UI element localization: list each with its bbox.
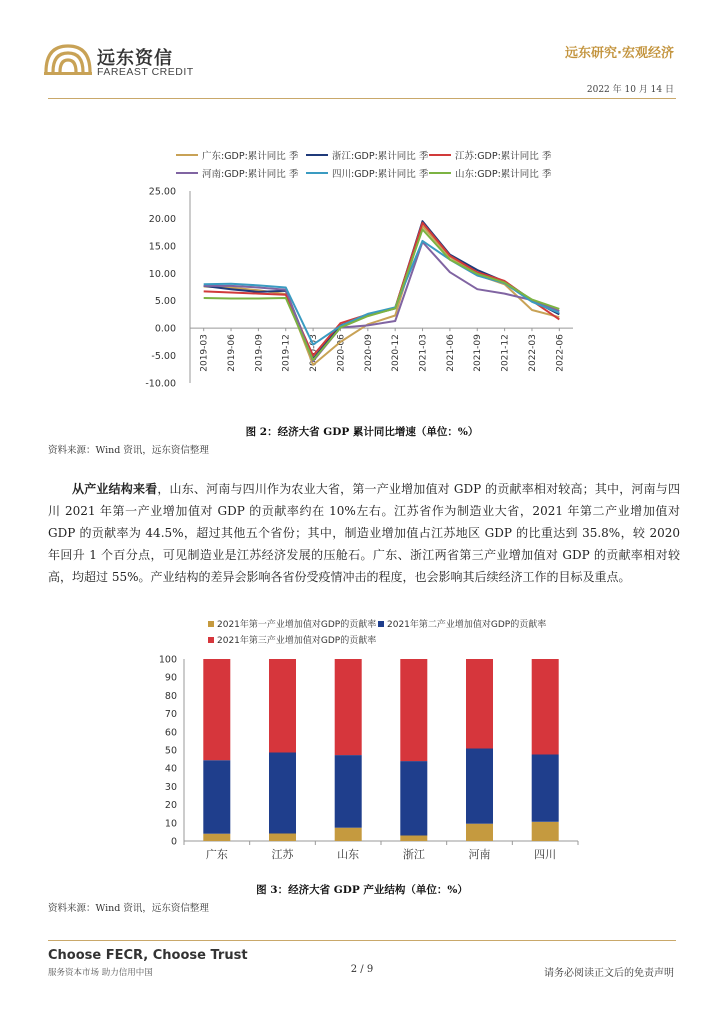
paragraph-lead: 从产业结构来看: [72, 482, 158, 496]
x-tick-label: 2020-09: [363, 334, 374, 372]
bar-2-4: [466, 659, 493, 749]
x-category-label: 河南: [468, 848, 491, 861]
y-tick-label: 50: [164, 745, 177, 757]
x-category-label: 浙江: [402, 848, 425, 861]
x-tick-label: 2020-12: [391, 334, 402, 372]
figure3-source: 资料来源：Wind 资讯，远东资信整理: [48, 903, 209, 914]
legend-item-guangdong: 广东:GDP:累计同比 季: [176, 148, 298, 162]
bar-1-2: [335, 755, 362, 828]
y-tick-label: 70: [164, 709, 177, 721]
y-tick-label: -10.00: [145, 378, 176, 390]
paragraph-body: ，山东、河南与四川作为农业大省，第一产业增加值对 GDP 的贡献率相对较高；其中，河南与四川 2021 年第一产业增加值对 GDP 的贡献率约在 10%左右。江苏省作为制造业大省，2021 年第二产业增加值对 GDP 的贡献率为 44.5%，超过其他五个省份；其中，制造业增加值占江苏地区 GDP 的比重达到 35.8%，较 2020 年回升 1 个百分点，可见制造业是江苏经济发展的压舱石。广东、浙江两省第三产业增加值对 GDP 的贡献率相对较高，均超过 55%。产业结构的差异会影响各省份受疫情冲击的程度，也会影响其后续经济工作的目标及重点。: [48, 482, 680, 584]
y-tick-label: 5.00: [154, 296, 176, 308]
footer-slogan-cn: 服务资本市场 助力信用中国: [48, 968, 153, 978]
x-tick-label: 2019-06: [227, 334, 238, 372]
x-category-label: 广东: [205, 848, 228, 861]
x-tick-label: 2020-03: [309, 334, 320, 372]
report-date: 2022 年 10 月 14 日: [586, 85, 674, 95]
x-tick-label: 2021-09: [473, 334, 484, 372]
bar-1-0: [203, 760, 230, 834]
bar-2-0: [203, 659, 230, 760]
bar-0-3: [400, 836, 427, 842]
y-tick-label: -5.00: [151, 351, 176, 363]
legend-item-sichuan: 四川:GDP:累计同比 季: [306, 166, 428, 180]
y-tick-label: 15.00: [148, 241, 176, 253]
y-tick-label: 25.00: [148, 186, 176, 198]
x-category-label: 江苏: [271, 848, 294, 861]
bar-0-4: [466, 824, 493, 841]
y-tick-label: 90: [164, 672, 177, 684]
x-category-label: 山东: [337, 848, 360, 861]
y-tick-label: 30: [164, 781, 177, 793]
y-tick-label: 20.00: [148, 213, 176, 225]
legend-item-zhejiang: 浙江:GDP:累计同比 季: [306, 148, 428, 162]
figure2-caption: 图 2：经济大省 GDP 累计同比增速（单位：%）: [245, 426, 479, 438]
y-tick-label: 10.00: [148, 268, 176, 280]
page-number: 2 / 9: [350, 964, 374, 975]
footer-disclaimer: 请务必阅读正文后的免责声明: [544, 968, 674, 979]
logo-subtitle: FAREAST CREDIT: [97, 66, 194, 78]
figure2-source: 资料来源：Wind 资讯，远东资信整理: [48, 445, 209, 456]
bar-1-4: [466, 749, 493, 824]
y-tick-label: 20: [164, 800, 177, 812]
x-tick-label: 2020-06: [336, 334, 347, 372]
footer-divider: [48, 940, 676, 941]
legend-item-jiangsu: 江苏:GDP:累计同比 季: [429, 148, 551, 162]
bar-0-5: [532, 822, 559, 841]
bar-1-5: [532, 755, 559, 822]
logo-name: 远东资信: [97, 48, 173, 69]
bar-0-2: [335, 828, 362, 841]
y-tick-label: 0: [170, 836, 177, 848]
x-tick-label: 2019-03: [199, 334, 210, 372]
y-tick-label: 0.00: [154, 323, 176, 335]
bar-1-1: [269, 753, 296, 834]
stacked-bar-chart-industry: [0, 648, 724, 870]
y-tick-label: 10: [164, 818, 177, 830]
bar-2-5: [532, 659, 559, 755]
x-tick-label: 2022-03: [527, 334, 538, 372]
legend-item-tertiary: 2021年第三产业增加值对GDP的贡献率: [208, 633, 376, 646]
bar-1-3: [400, 761, 427, 835]
bar-2-3: [400, 659, 427, 761]
bar-2-1: [269, 659, 296, 753]
x-tick-label: 2019-09: [254, 334, 265, 372]
bar-0-0: [203, 834, 230, 841]
legend-item-henan: 河南:GDP:累计同比 季: [176, 166, 298, 180]
y-tick-label: 60: [164, 727, 177, 739]
x-tick-label: 2021-12: [500, 334, 511, 372]
x-tick-label: 2021-06: [445, 334, 456, 372]
bar-2-2: [335, 659, 362, 755]
legend-item-shandong: 山东:GDP:累计同比 季: [429, 166, 551, 180]
bar-0-1: [269, 834, 296, 842]
y-tick-label: 40: [164, 763, 177, 775]
y-tick-label: 100: [158, 654, 177, 666]
x-tick-label: 2021-03: [418, 334, 429, 372]
legend-item-primary: 2021年第一产业增加值对GDP的贡献率: [208, 617, 376, 630]
x-tick-label: 2022-06: [555, 334, 566, 372]
x-category-label: 四川: [534, 848, 557, 861]
y-tick-label: 80: [164, 690, 177, 702]
figure3-caption: 图 3：经济大省 GDP 产业结构（单位：%）: [256, 884, 468, 896]
section-title: 远东研究·宏观经济: [565, 46, 674, 61]
x-tick-label: 2019-12: [281, 334, 292, 372]
legend-item-secondary: 2021年第二产业增加值对GDP的贡献率: [378, 617, 546, 630]
footer-slogan: Choose FECR, Choose Trust: [48, 948, 248, 963]
